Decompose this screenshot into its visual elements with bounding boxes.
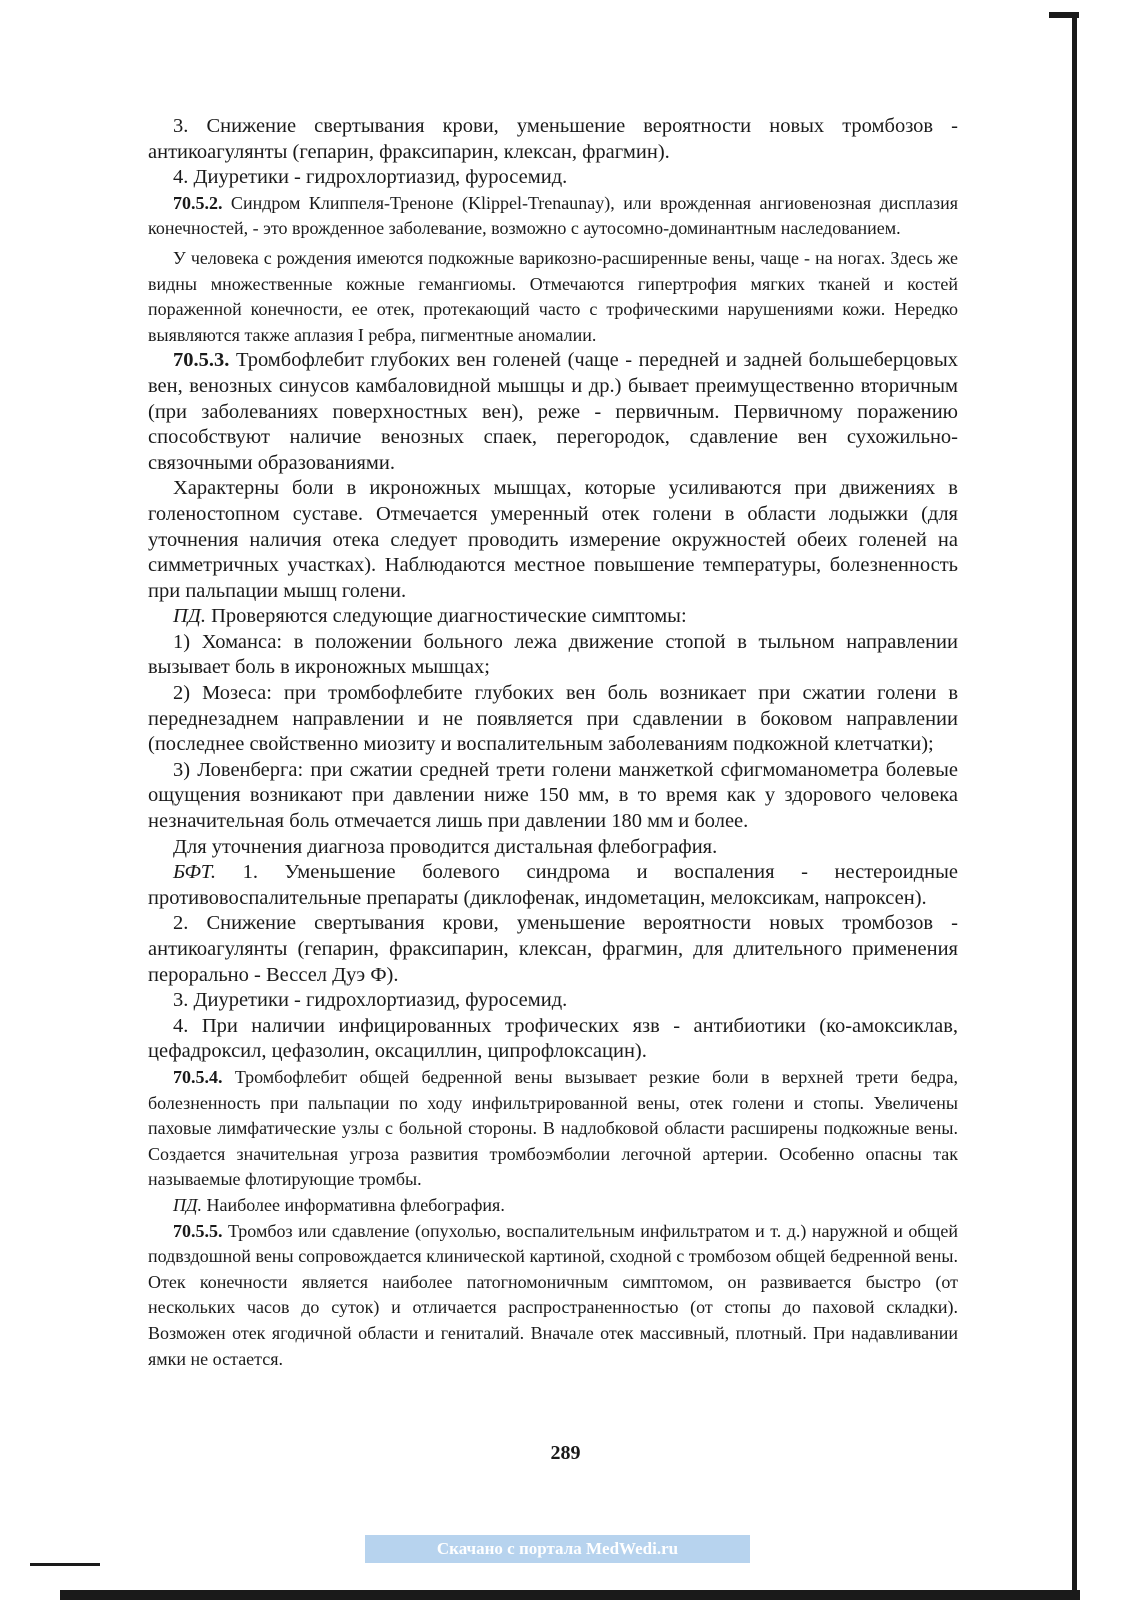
bft-item: 3. Диуретики - гидрохлортиазид, фуросемид. bbox=[173, 989, 568, 1012]
paragraph: Характерны боли в икроножных мышцах, которые усиливаются при движениях в голеностопном суставе. Отмечается умеренный отек голени в области лодыжки (для уточнения наличия отека следует проводить измерение окружностей обеих голеней на симметричных участках). Наблюдаются местное повышение температуры, болезненность при пальпации мышц голени. bbox=[148, 477, 958, 602]
page-body bbox=[148, 114, 958, 1372]
pd-label: ПД. bbox=[173, 1194, 202, 1215]
pd-paragraph bbox=[148, 1193, 958, 1219]
section-text: Тромбофлебит глубоких вен голеней (чаще - передней и задней большеберцовых вен, венозных синусов камбаловидной мышцы и др.) бывает преимущественно вторичным (при заболеваниях поверхностных вен), реже - первичным. Первичному поражению способствуют наличие венозных спаек, перегородок, сдавление вен сухожильно-связочными образованиями. bbox=[148, 349, 958, 474]
scan-edge-bottom bbox=[60, 1590, 1080, 1600]
symptom-item: 1) Хоманса: в положении больного лежа движение стопой в тыльном направлении вызывает боль в икроножных мышцах; bbox=[148, 630, 958, 679]
section-text: Синдром Клиппеля-Треноне (Klippel-Trenaunay), или врожденная ангиовенозная дисплазия конечностей, - это врожденное заболевание, возможно с аутосомно-доминантным наследованием. bbox=[148, 192, 958, 239]
section-70-5-3 bbox=[148, 348, 958, 476]
bft-text: 1. Уменьшение болевого синдрома и воспаления - нестероидные противовоспалительные препараты (диклофенак, индометацин, мелоксикам, напроксен). bbox=[148, 861, 958, 909]
paragraph: У человека с рождения имеются подкожные варикозно-расширенные вены, чаще - на ногах. Здесь же видны множественные кожные гемангиомы. Отмечаются гипертрофия мягких тканей и костей пораженной конечности, ее отек, протекающий часто с трофическими нарушениями кожи. Нередко выявляются также аплазия I ребра, пигментные аномалии. bbox=[148, 247, 958, 345]
paragraph: Для уточнения диагноза проводится дистальная флебография. bbox=[173, 835, 718, 858]
symptom-item: 2) Мозеса: при тромбофлебите глубоких вен боль возникает при сжатии голени в переднезаднем направлении и не появляется при сдавлении в боковом направлении (последнее свойственно миозиту и воспалительным заболеваниям подкожной клетчатки); bbox=[148, 682, 958, 756]
section-number: 70.5.3. bbox=[173, 349, 230, 372]
section-number: 70.5.4. bbox=[173, 1066, 223, 1087]
watermark-banner: Скачано с портала MedWedi.ru bbox=[365, 1535, 750, 1563]
paragraph: 3. Снижение свертывания крови, уменьшение вероятности новых тромбозов - антикоагулянты (гепарин, фраксипарин, клексан, фрагмин). bbox=[148, 115, 958, 163]
section-70-5-4 bbox=[148, 1065, 958, 1193]
section-70-5-5 bbox=[148, 1219, 958, 1373]
scan-edge-left bbox=[30, 1563, 100, 1566]
section-number: 70.5.2. bbox=[173, 192, 223, 213]
pd-label: ПД. bbox=[173, 605, 206, 628]
section-70-5-2 bbox=[148, 191, 958, 242]
page-number: 289 bbox=[550, 1442, 581, 1464]
bft-item: 2. Снижение свертывания крови, уменьшение вероятности новых тромбозов - антикоагулянты (гепарин, фраксипарин, клексан, фрагмин, для длительного применения перорально - Вессел Дуэ Ф). bbox=[148, 912, 958, 986]
pd-paragraph bbox=[148, 604, 958, 630]
bft-label: БФТ. bbox=[173, 861, 216, 884]
section-text: Тромбоз или сдавление (опухолью, воспалительным инфильтратом и т. д.) наружной и общей подвздошной вены сопровождается клинической картиной, сходной с тромбозом общей бедренной вены. Отек конечности является наиболее патогномоничным симптомом, он развивается быстро (от нескольких часов до суток) и отличается распространенностью (от стопы до паховой складки). Возможен отек ягодичной области и гениталий. Вначале отек массивный, плотный. При надавливании ямки не остается. bbox=[148, 1220, 958, 1369]
scan-edge-right bbox=[1072, 14, 1077, 1600]
section-text: Тромбофлебит общей бедренной вены вызывает резкие боли в верхней трети бедра, болезненность при пальпации по ходу инфильтрированной вены, отек голени и стопы. Увеличены паховые лимфатические узлы с больной стороны. В надлобковой области расширены подкожные вены. Создается значительная угроза развития тромбоэмболии легочной артерии. Особенно опасны так называемые флотирующие тромбы. bbox=[148, 1066, 958, 1190]
pd-text: Наиболее информативна флебография. bbox=[201, 1194, 505, 1215]
pd-text: Проверяются следующие диагностические симптомы: bbox=[205, 605, 687, 628]
bft-paragraph bbox=[148, 860, 958, 911]
bft-item: 4. При наличии инфицированных трофических язв - антибиотики (ко-амоксиклав, цефадроксил, цефазолин, оксациллин, ципрофлоксацин). bbox=[148, 1014, 958, 1063]
paragraph: 4. Диуретики - гидрохлортиазид, фуросемид. bbox=[173, 166, 568, 189]
section-number: 70.5.5. bbox=[173, 1220, 223, 1241]
symptom-item: 3) Ловенберга: при сжатии средней трети голени манжеткой сфигмоманометра болевые ощущения возникают при давлении ниже 150 мм, в то время как у здорового человека незначительная боль отмечается лишь при давлении 180 мм и более. bbox=[148, 758, 958, 833]
